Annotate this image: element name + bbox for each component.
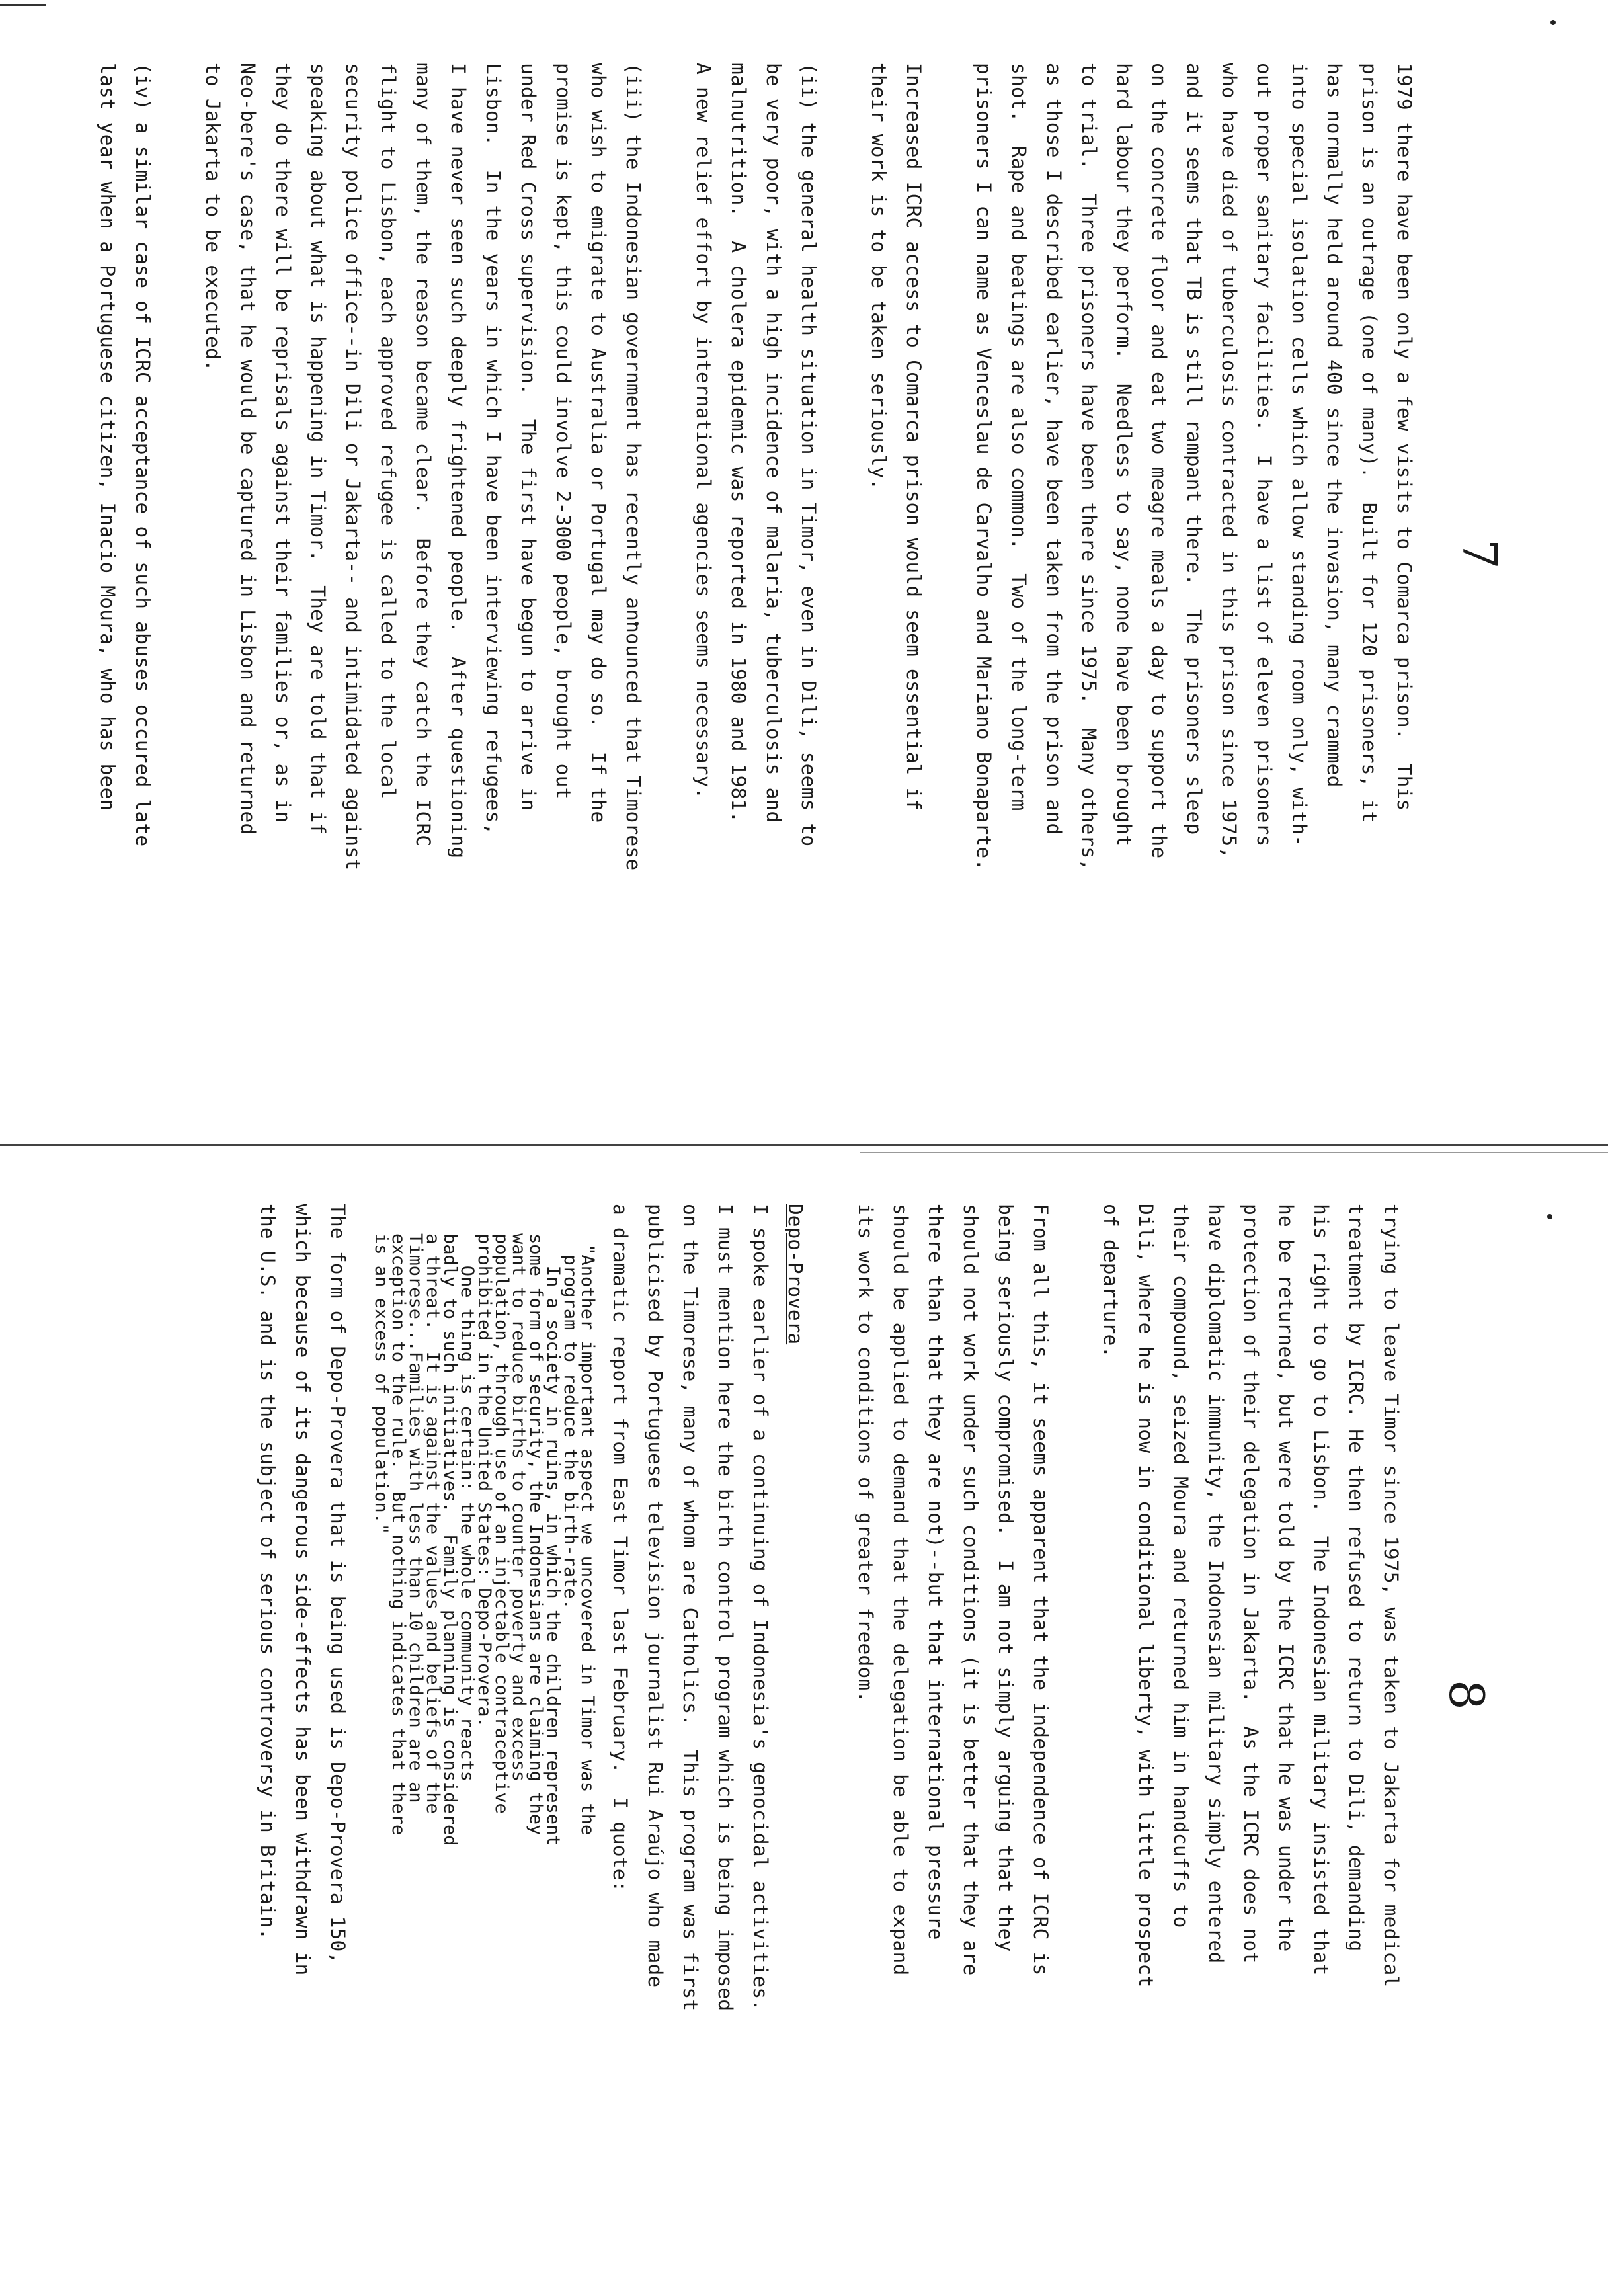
page-body — [215, 1204, 1408, 2235]
paragraph: (iii) the Indonesian government has recently announced that Timorese who wish to emigrate to Australia or Portugal may do so. If the promise is kept, this could involve 2-3000 people, brought out under Red Cross supervision. The first have begun to arrive in Lisbon. In the years in which I have been interviewing refugees, I have never seen such deeply frightened people. After questioning many of them, the reason became clear. Before they catch the ICRC flight to Lisbon, each approved refugee is called to the local security police office--in Dili or Jakarta-- and intimidated against speaking about what is happening in Timor. They are told that if they do there will be reprisals against their families or, as in Neo-bere's case, that he would be captured in Lisbon and returned to Jakarta to be executed. — [202, 63, 645, 871]
page-8 — [145, 1204, 1508, 2235]
paragraph: (iv) a similar case of ICRC acceptance of such abuses occured late last year when a Portuguese citizen, Inacio Moura, who has been — [97, 63, 154, 847]
page-fold-line — [0, 1144, 1608, 1146]
corner-mark — [0, 4, 46, 6]
paragraph: (ii) the general health situation in Timor, even in Dili, seems to be very poor, with a high incidence of malaria, tuberculosis and malnutrition. A cholera epidemic was reported in 1980 and 1981. A new relief effort by international agencies seems necessary. — [692, 63, 820, 847]
section-heading: Depo-Provera — [784, 1204, 807, 1345]
page-number: 8 — [1439, 1680, 1494, 1710]
page-number: 7 — [1452, 539, 1508, 569]
page-fold-shadow — [860, 1152, 1608, 1153]
scan-speck — [1550, 20, 1556, 25]
paragraph: I spoke earlier of a continuing of Indonesia's genocidal activities. I must mention here the birth control program which is being imposed on the Timorese, many of whom are Catholics. This program was first publicised by Portuguese television journalist Rui Araújo who made a dramatic report from East Timor last February. I quote: — [609, 1204, 772, 2012]
paragraph: 1979 there have been only a few visits to Comarca prison. This prison is an outrage (one of many). Built for 120 prisoners, it has normally held around 400 since the invasion, many crammed into special isolation cells which allow standing room only, with- out proper sanitary facilities. I have a list of eleven prisoners who have died of tuberculosis contracted in this prison since 1975, and it seems that TB is still rampant there. The prisoners sleep on the concrete floor and eat two meagre meals a day to support the hard labour they perform. Needless to say, none have been brought to trial. Three prisoners have been there since 1975. Many others, as those I described earlier, have been taken from the prison and shot. Rape and beatings are also common. Two of the long-term prisoners I can name as Venceslau de Carvalho and Mariano Bonaparte. — [973, 63, 1416, 871]
paragraph: From all this, it seems apparent that the independence of ICRC is being seriously compromised. I am not simply arguing that they should not work under such conditions (it is better that they are there than that they are not)--but that international pressure should be applied to demand that the delegation be able to expand its work to conditions of greater freedom. — [854, 1204, 1052, 1976]
paragraph: trying to leave Timor since 1975, was taken to Jakarta for medical treatment by ICRC. He then refused to return to Dili, demanding his right to go to Lisbon. The Indonesian military insisted that he be returned, but were told by the ICRC that he was under the protection of their delegation in Jakarta. As the ICRC does not have diplomatic immunity, the Indonesian military simply entered their compound, seized Moura and returned him in handcuffs to Dili, where he is now in conditional liberty, with little prospect of departure. — [1100, 1204, 1402, 1988]
paragraph: Increased ICRC access to Comarca prison would seem essential if their work is to be taken seriously. — [867, 63, 925, 811]
paragraph: The form of Depo-Provera that is being used is Depo-Provera 150, which because of its dangerous side-effects has been withdrawn in the U.S. and is the subject of serious controversy in Britain. — [257, 1204, 349, 1976]
scan-speck — [1547, 1214, 1552, 1219]
page-body — [55, 63, 1422, 1134]
page-7 — [97, 63, 1521, 1134]
block-quote: "Another important aspect we uncovered in Timor was the program to reduce the birth-rate. In a society in ruins, in which the children represent some form of security, the Indonesians are claiming they want to reduce births to counter poverty and excess population, through use of an injectable contraceptive prohibited in the United States: Depo-Provera. One thing is certain: the whole community reacts badly to such initiatives. Family planning is considered a threat. It is against the values and beliefs of the Timorese...Families with less than 10 children are an exception to the rule. But nothing indicates that there is an excess of population." — [371, 1233, 598, 1846]
